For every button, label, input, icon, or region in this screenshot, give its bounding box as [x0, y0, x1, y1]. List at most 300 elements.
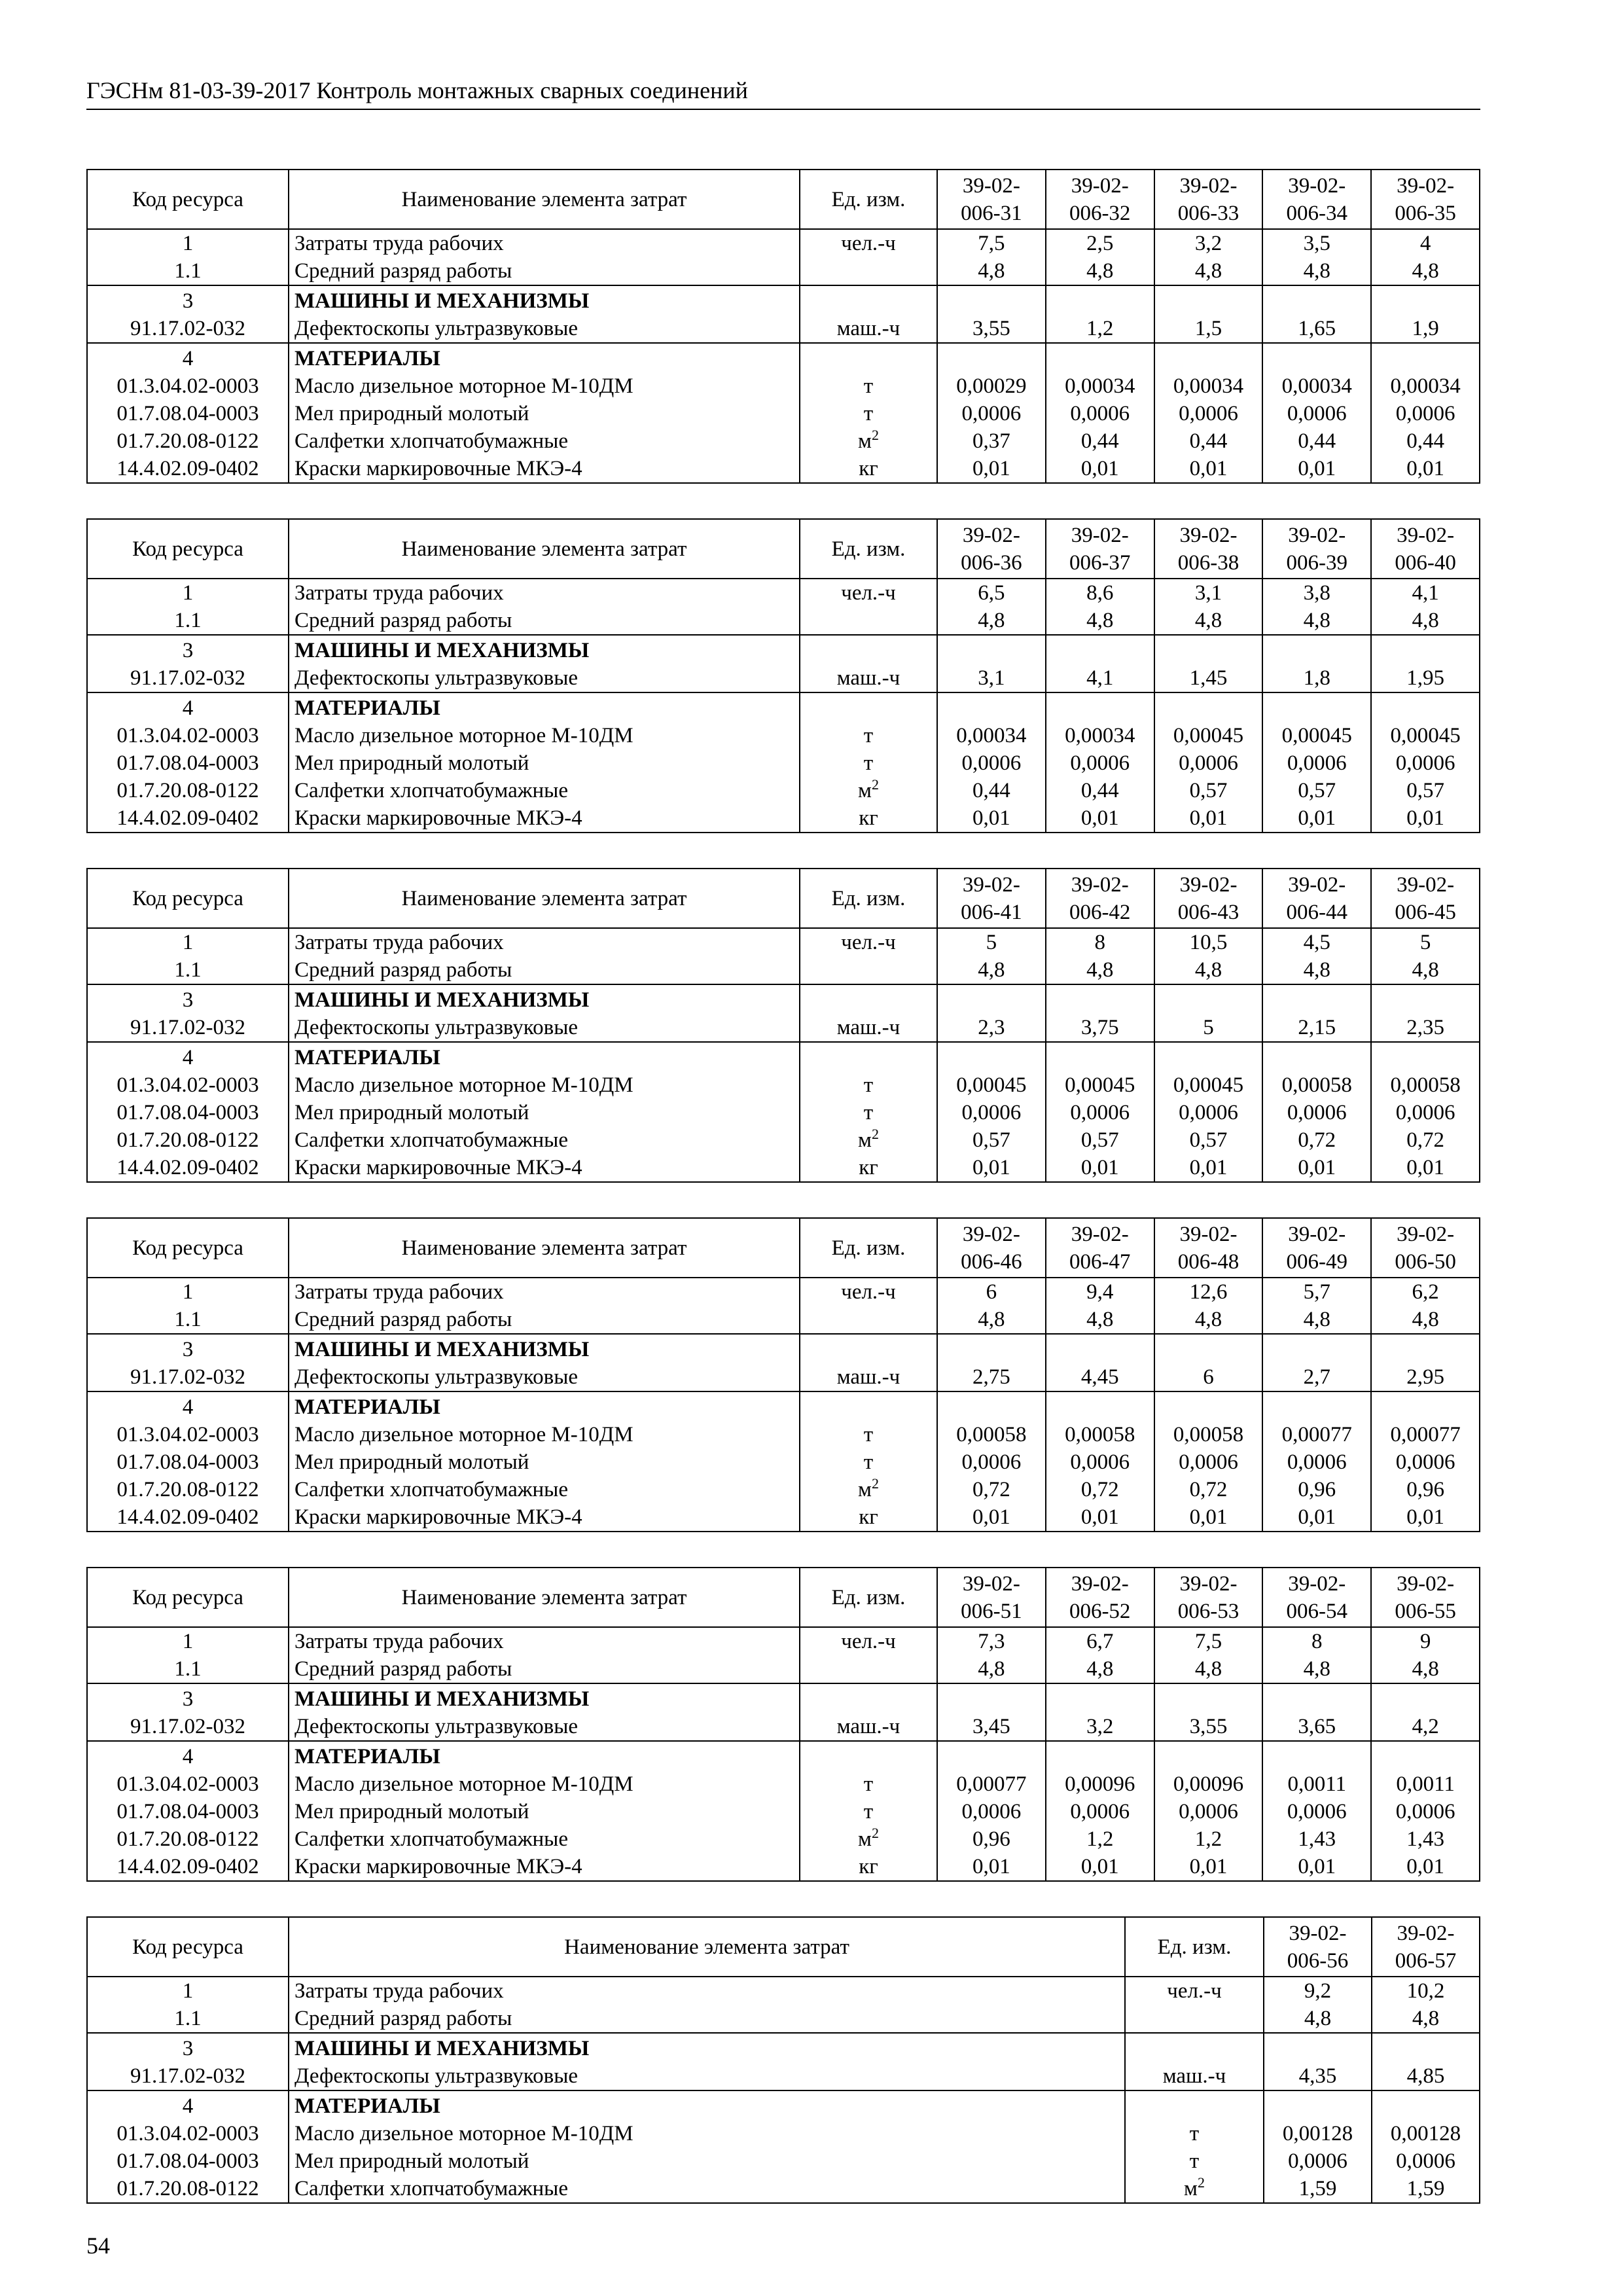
- value-cell: 0,00034: [937, 722, 1046, 749]
- resource-code: 01.7.08.04-0003: [87, 2147, 289, 2175]
- value-cell: 0,00045: [1046, 1071, 1154, 1099]
- value-cell: 1,43: [1262, 1825, 1371, 1853]
- value-cell: 4,1: [1046, 664, 1154, 692]
- value-cell: 4,45: [1046, 1363, 1154, 1391]
- resource-code: 01.7.20.08-0122: [87, 777, 289, 804]
- resource-code: 1.1: [87, 956, 289, 984]
- value-cell: 0,01: [1262, 1154, 1371, 1182]
- header-code: Код ресурса: [87, 1917, 289, 1977]
- value-cell: 0,01: [1154, 1154, 1263, 1182]
- value-cell: 4,35: [1264, 2062, 1372, 2090]
- value-cell: 0,72: [937, 1476, 1046, 1503]
- value-cell: 1,8: [1262, 664, 1371, 692]
- value-cell: 0,0006: [1046, 1099, 1154, 1126]
- norms-table-6: [86, 1916, 1480, 2204]
- resource-code: 91.17.02-032: [87, 2062, 289, 2090]
- section-title: МАТЕРИАЛЫ: [289, 692, 800, 722]
- resource-code: 1.1: [87, 1306, 289, 1334]
- value-cell: 0,0006: [1154, 1099, 1263, 1126]
- header-name: Наименование элемента затрат: [289, 1568, 800, 1627]
- section-row: [87, 1683, 1480, 1713]
- value-cell: 0,0006: [1371, 749, 1480, 777]
- section-row: [87, 285, 1480, 315]
- table-row: [87, 1798, 1480, 1825]
- resource-code: 91.17.02-032: [87, 1014, 289, 1042]
- header-norm-code: 39-02- 006-31: [937, 170, 1046, 229]
- value-cell: 2,75: [937, 1363, 1046, 1391]
- table-row: [87, 372, 1480, 400]
- resource-name: Дефектоскопы ультразвуковые: [289, 1363, 800, 1391]
- value-cell: 0,0006: [1154, 749, 1263, 777]
- header-code: Код ресурса: [87, 519, 289, 579]
- resource-name: Дефектоскопы ультразвуковые: [289, 664, 800, 692]
- resource-code: 1.1: [87, 2005, 289, 2033]
- section-row: [87, 1741, 1480, 1770]
- section-title: МАШИНЫ И МЕХАНИЗМЫ: [289, 1334, 800, 1363]
- header-norm-code: 39-02- 006-49: [1262, 1218, 1371, 1278]
- resource-unit: кг: [800, 455, 937, 483]
- value-cell: 0,01: [1262, 804, 1371, 833]
- value-cell: 4,8: [1154, 1306, 1263, 1334]
- resource-unit: чел.-ч: [800, 1627, 937, 1655]
- resource-code: 1: [87, 1627, 289, 1655]
- table-header-row: [87, 519, 1480, 579]
- section-code: 3: [87, 285, 289, 315]
- value-cell: 0,00058: [937, 1421, 1046, 1448]
- header-norm-code: 39-02- 006-46: [937, 1218, 1046, 1278]
- header-name: Наименование элемента затрат: [289, 170, 800, 229]
- value-cell: 4,8: [1046, 257, 1154, 285]
- header-norm-code: 39-02- 006-32: [1046, 170, 1154, 229]
- resource-name: Салфетки хлопчатобумажные: [289, 2175, 1125, 2203]
- value-cell: 0,00077: [937, 1770, 1046, 1798]
- header-unit: Ед. изм.: [800, 1568, 937, 1627]
- table-row: [87, 400, 1480, 427]
- value-cell: 0,0006: [1371, 1798, 1480, 1825]
- resource-name: Дефектоскопы ультразвуковые: [289, 315, 800, 343]
- table-row: [87, 2120, 1480, 2147]
- table-row: [87, 1977, 1480, 2005]
- resource-unit: $м^2$: [800, 1126, 937, 1154]
- value-cell: 0,00128: [1264, 2120, 1372, 2147]
- resource-code: 01.3.04.02-0003: [87, 2120, 289, 2147]
- value-cell: 0,44: [1154, 427, 1263, 455]
- resource-unit: т: [800, 372, 937, 400]
- resource-code: 01.7.20.08-0122: [87, 1476, 289, 1503]
- section-title: МАШИНЫ И МЕХАНИЗМЫ: [289, 984, 800, 1014]
- section-code: 4: [87, 1741, 289, 1770]
- resource-unit: т: [800, 1798, 937, 1825]
- value-cell: 4,8: [1262, 1306, 1371, 1334]
- value-cell: 1,95: [1371, 664, 1480, 692]
- value-cell: 3,55: [1154, 1713, 1263, 1741]
- value-cell: 10,2: [1372, 1977, 1480, 2005]
- header-norm-code: 39-02- 006-47: [1046, 1218, 1154, 1278]
- value-cell: 2,7: [1262, 1363, 1371, 1391]
- resource-code: 1: [87, 1977, 289, 2005]
- value-cell: 7,5: [1154, 1627, 1263, 1655]
- value-cell: 8: [1262, 1627, 1371, 1655]
- header-code: Код ресурса: [87, 869, 289, 928]
- header-code: Код ресурса: [87, 1218, 289, 1278]
- value-cell: 0,0006: [1262, 749, 1371, 777]
- section-code: 3: [87, 2033, 289, 2062]
- value-cell: 1,45: [1154, 664, 1263, 692]
- header-name: Наименование элемента затрат: [289, 519, 800, 579]
- value-cell: 6,5: [937, 579, 1046, 607]
- value-cell: 6,2: [1371, 1278, 1480, 1306]
- section-code: 3: [87, 1683, 289, 1713]
- header-norm-code: 39-02- 006-36: [937, 519, 1046, 579]
- resource-name: Средний разряд работы: [289, 2005, 1125, 2033]
- value-cell: 12,6: [1154, 1278, 1263, 1306]
- resource-name: Масло дизельное моторное М-10ДМ: [289, 722, 800, 749]
- value-cell: 3,45: [937, 1713, 1046, 1741]
- value-cell: 9,4: [1046, 1278, 1154, 1306]
- header-norm-code: 39-02- 006-56: [1264, 1917, 1372, 1977]
- resource-unit: маш.-ч: [1125, 2062, 1264, 2090]
- header-norm-code: 39-02- 006-45: [1371, 869, 1480, 928]
- resource-name: Масло дизельное моторное М-10ДМ: [289, 372, 800, 400]
- table-row: [87, 1476, 1480, 1503]
- value-cell: 4,5: [1262, 928, 1371, 956]
- resource-name: Салфетки хлопчатобумажные: [289, 427, 800, 455]
- resource-code: 14.4.02.09-0402: [87, 1853, 289, 1881]
- table-row: [87, 2062, 1480, 2090]
- table-row: [87, 2147, 1480, 2175]
- value-cell: 7,5: [937, 229, 1046, 257]
- resource-unit: т: [800, 749, 937, 777]
- table-row: [87, 1014, 1480, 1042]
- value-cell: 0,00045: [1262, 722, 1371, 749]
- header-norm-code: 39-02- 006-42: [1046, 869, 1154, 928]
- resource-name: Средний разряд работы: [289, 607, 800, 635]
- value-cell: 1,43: [1371, 1825, 1480, 1853]
- table-row: [87, 1825, 1480, 1853]
- value-cell: 0,01: [937, 1154, 1046, 1182]
- value-cell: 4,8: [937, 956, 1046, 984]
- value-cell: 0,72: [1262, 1126, 1371, 1154]
- header-norm-code: 39-02- 006-37: [1046, 519, 1154, 579]
- value-cell: 3,1: [1154, 579, 1263, 607]
- section-title: МАТЕРИАЛЫ: [289, 343, 800, 372]
- header-norm-code: 39-02- 006-57: [1372, 1917, 1480, 1977]
- value-cell: 0,0006: [1372, 2147, 1480, 2175]
- value-cell: 4,8: [1264, 2005, 1372, 2033]
- value-cell: 0,00077: [1262, 1421, 1371, 1448]
- value-cell: 0,01: [1154, 804, 1263, 833]
- resource-name: Затраты труда рабочих: [289, 579, 800, 607]
- section-title: МАШИНЫ И МЕХАНИЗМЫ: [289, 2033, 1125, 2062]
- resource-name: Затраты труда рабочих: [289, 229, 800, 257]
- resource-code: 1.1: [87, 607, 289, 635]
- resource-name: Затраты труда рабочих: [289, 1977, 1125, 2005]
- resource-unit: чел.-ч: [1125, 1977, 1264, 2005]
- value-cell: 0,72: [1371, 1126, 1480, 1154]
- value-cell: 0,01: [1046, 1503, 1154, 1532]
- value-cell: 5: [1154, 1014, 1263, 1042]
- value-cell: 0,96: [937, 1825, 1046, 1853]
- value-cell: 0,57: [1154, 777, 1263, 804]
- resource-code: 01.3.04.02-0003: [87, 722, 289, 749]
- norms-table-1: [86, 169, 1480, 484]
- resource-unit: т: [800, 1421, 937, 1448]
- table-row: [87, 229, 1480, 257]
- value-cell: 0,00128: [1372, 2120, 1480, 2147]
- resource-name: Средний разряд работы: [289, 1655, 800, 1683]
- resource-name: Мел природный молотый: [289, 2147, 1125, 2175]
- value-cell: 3,75: [1046, 1014, 1154, 1042]
- header-norm-code: 39-02- 006-40: [1371, 519, 1480, 579]
- norms-table-4: [86, 1217, 1480, 1532]
- value-cell: 0,00058: [1154, 1421, 1263, 1448]
- value-cell: 4,8: [1046, 1655, 1154, 1683]
- resource-code: 01.7.08.04-0003: [87, 1798, 289, 1825]
- value-cell: 0,00029: [937, 372, 1046, 400]
- value-cell: 4,8: [1154, 257, 1263, 285]
- value-cell: 0,01: [937, 1853, 1046, 1881]
- value-cell: 2,15: [1262, 1014, 1371, 1042]
- header-name: Наименование элемента затрат: [289, 1218, 800, 1278]
- value-cell: 0,01: [1154, 1503, 1263, 1532]
- value-cell: 5: [937, 928, 1046, 956]
- value-cell: 0,57: [1154, 1126, 1263, 1154]
- header-norm-code: 39-02- 006-39: [1262, 519, 1371, 579]
- value-cell: 0,01: [1046, 804, 1154, 833]
- resource-code: 1.1: [87, 257, 289, 285]
- header-code: Код ресурса: [87, 1568, 289, 1627]
- value-cell: 2,5: [1046, 229, 1154, 257]
- table-header-row: [87, 170, 1480, 229]
- value-cell: 2,95: [1371, 1363, 1480, 1391]
- value-cell: 4,1: [1371, 579, 1480, 607]
- resource-unit: т: [800, 1448, 937, 1476]
- value-cell: 1,2: [1154, 1825, 1263, 1853]
- resource-code: 14.4.02.09-0402: [87, 1154, 289, 1182]
- section-title: МАШИНЫ И МЕХАНИЗМЫ: [289, 285, 800, 315]
- value-cell: 5,7: [1262, 1278, 1371, 1306]
- section-row: [87, 692, 1480, 722]
- value-cell: 0,01: [1371, 804, 1480, 833]
- table-row: [87, 607, 1480, 635]
- value-cell: 4,8: [1046, 1306, 1154, 1334]
- value-cell: 4,8: [1154, 1655, 1263, 1683]
- value-cell: 2,35: [1371, 1014, 1480, 1042]
- value-cell: 4,8: [937, 257, 1046, 285]
- section-code: 4: [87, 2090, 289, 2120]
- table-row: [87, 1363, 1480, 1391]
- table-header-row: [87, 1917, 1480, 1977]
- header-unit: Ед. изм.: [800, 170, 937, 229]
- resource-name: Краски маркировочные МКЭ-4: [289, 1154, 800, 1182]
- value-cell: 0,0006: [1262, 400, 1371, 427]
- section-code: 4: [87, 343, 289, 372]
- value-cell: 5: [1371, 928, 1480, 956]
- section-row: [87, 343, 1480, 372]
- resource-code: 01.7.08.04-0003: [87, 400, 289, 427]
- value-cell: 0,0006: [1046, 749, 1154, 777]
- value-cell: 0,01: [1154, 1853, 1263, 1881]
- table-row: [87, 1099, 1480, 1126]
- resource-unit: т: [800, 722, 937, 749]
- resource-unit: маш.-ч: [800, 1713, 937, 1741]
- table-row: [87, 2005, 1480, 2033]
- resource-code: 14.4.02.09-0402: [87, 455, 289, 483]
- header-norm-code: 39-02- 006-52: [1046, 1568, 1154, 1627]
- header-norm-code: 39-02- 006-53: [1154, 1568, 1263, 1627]
- section-code: 4: [87, 692, 289, 722]
- section-title: МАТЕРИАЛЫ: [289, 2090, 1125, 2120]
- resource-unit: [800, 1655, 937, 1683]
- resource-code: 1: [87, 229, 289, 257]
- value-cell: 0,00034: [1154, 372, 1263, 400]
- resource-name: Краски маркировочные МКЭ-4: [289, 804, 800, 833]
- value-cell: 3,65: [1262, 1713, 1371, 1741]
- header-unit: Ед. изм.: [1125, 1917, 1264, 1977]
- value-cell: 0,01: [937, 455, 1046, 483]
- resource-name: Дефектоскопы ультразвуковые: [289, 2062, 1125, 2090]
- resource-unit: маш.-ч: [800, 1014, 937, 1042]
- resource-code: 01.7.08.04-0003: [87, 1099, 289, 1126]
- header-norm-code: 39-02- 006-41: [937, 869, 1046, 928]
- value-cell: 0,57: [1262, 777, 1371, 804]
- section-row: [87, 1042, 1480, 1071]
- value-cell: 0,01: [1262, 1503, 1371, 1532]
- resource-code: 1: [87, 579, 289, 607]
- value-cell: 0,00045: [1154, 722, 1263, 749]
- value-cell: 0,44: [1371, 427, 1480, 455]
- resource-unit: т: [1125, 2147, 1264, 2175]
- table-row: [87, 1503, 1480, 1532]
- header-norm-code: 39-02- 006-34: [1262, 170, 1371, 229]
- value-cell: 4,8: [1371, 607, 1480, 635]
- value-cell: 6: [937, 1278, 1046, 1306]
- section-row: [87, 2033, 1480, 2062]
- value-cell: 3,55: [937, 315, 1046, 343]
- header-norm-code: 39-02- 006-35: [1371, 170, 1480, 229]
- value-cell: 4,8: [937, 1655, 1046, 1683]
- value-cell: 0,57: [1046, 1126, 1154, 1154]
- table-row: [87, 1278, 1480, 1306]
- header-name: Наименование элемента затрат: [289, 1917, 1125, 1977]
- value-cell: 3,2: [1046, 1713, 1154, 1741]
- value-cell: 0,72: [1154, 1476, 1263, 1503]
- resource-unit: [800, 257, 937, 285]
- section-code: 3: [87, 984, 289, 1014]
- value-cell: 0,0006: [1046, 1798, 1154, 1825]
- value-cell: 3,1: [937, 664, 1046, 692]
- section-title: МАТЕРИАЛЫ: [289, 1741, 800, 1770]
- value-cell: 0,44: [937, 777, 1046, 804]
- value-cell: 0,57: [1371, 777, 1480, 804]
- table-row: [87, 1421, 1480, 1448]
- value-cell: 0,0006: [1154, 400, 1263, 427]
- section-row: [87, 1391, 1480, 1421]
- table-row: [87, 455, 1480, 483]
- section-title: МАШИНЫ И МЕХАНИЗМЫ: [289, 1683, 800, 1713]
- resource-code: 01.3.04.02-0003: [87, 1770, 289, 1798]
- value-cell: 0,0006: [1046, 1448, 1154, 1476]
- header-unit: Ед. изм.: [800, 869, 937, 928]
- resource-unit: [800, 956, 937, 984]
- value-cell: 0,0006: [1264, 2147, 1372, 2175]
- value-cell: 0,96: [1262, 1476, 1371, 1503]
- value-cell: 4,8: [1262, 257, 1371, 285]
- resource-code: 91.17.02-032: [87, 1363, 289, 1391]
- value-cell: 0,0006: [937, 400, 1046, 427]
- resource-code: 01.3.04.02-0003: [87, 372, 289, 400]
- section-code: 3: [87, 1334, 289, 1363]
- resource-code: 01.7.20.08-0122: [87, 2175, 289, 2203]
- value-cell: 1,65: [1262, 315, 1371, 343]
- table-row: [87, 1154, 1480, 1182]
- header-norm-code: 39-02- 006-44: [1262, 869, 1371, 928]
- value-cell: 0,00034: [1371, 372, 1480, 400]
- resource-name: Салфетки хлопчатобумажные: [289, 1825, 800, 1853]
- table-row: [87, 315, 1480, 343]
- value-cell: 9,2: [1264, 1977, 1372, 2005]
- value-cell: 0,01: [937, 1503, 1046, 1532]
- value-cell: 4,8: [1371, 257, 1480, 285]
- header-code: Код ресурса: [87, 170, 289, 229]
- value-cell: 0,0011: [1262, 1770, 1371, 1798]
- resource-unit: $м^2$: [800, 1476, 937, 1503]
- resource-name: Дефектоскопы ультразвуковые: [289, 1014, 800, 1042]
- value-cell: 7,3: [937, 1627, 1046, 1655]
- resource-unit: кг: [800, 1853, 937, 1881]
- header-norm-code: 39-02- 006-38: [1154, 519, 1263, 579]
- resource-unit: [800, 1306, 937, 1334]
- resource-code: 14.4.02.09-0402: [87, 1503, 289, 1532]
- value-cell: 1,9: [1371, 315, 1480, 343]
- header-norm-code: 39-02- 006-51: [937, 1568, 1046, 1627]
- section-title: МАШИНЫ И МЕХАНИЗМЫ: [289, 635, 800, 664]
- resource-name: Затраты труда рабочих: [289, 928, 800, 956]
- value-cell: 6: [1154, 1363, 1263, 1391]
- header-norm-code: 39-02- 006-54: [1262, 1568, 1371, 1627]
- value-cell: 4,8: [1046, 607, 1154, 635]
- resource-name: Краски маркировочные МКЭ-4: [289, 1503, 800, 1532]
- value-cell: 3,2: [1154, 229, 1263, 257]
- table-row: [87, 1853, 1480, 1881]
- resource-name: Салфетки хлопчатобумажные: [289, 777, 800, 804]
- resource-unit: кг: [800, 804, 937, 833]
- table-row: [87, 777, 1480, 804]
- value-cell: 0,00034: [1046, 372, 1154, 400]
- header-unit: Ед. изм.: [800, 1218, 937, 1278]
- resource-code: 1.1: [87, 1655, 289, 1683]
- resource-name: Масло дизельное моторное М-10ДМ: [289, 1770, 800, 1798]
- resource-name: Мел природный молотый: [289, 749, 800, 777]
- section-row: [87, 635, 1480, 664]
- value-cell: 4,8: [1262, 956, 1371, 984]
- value-cell: 0,96: [1371, 1476, 1480, 1503]
- value-cell: 0,00096: [1046, 1770, 1154, 1798]
- header-unit: Ед. изм.: [800, 519, 937, 579]
- header-name: Наименование элемента затрат: [289, 869, 800, 928]
- resource-name: Средний разряд работы: [289, 257, 800, 285]
- value-cell: 0,00058: [1262, 1071, 1371, 1099]
- table-row: [87, 928, 1480, 956]
- value-cell: 0,44: [1046, 777, 1154, 804]
- resource-code: 91.17.02-032: [87, 1713, 289, 1741]
- value-cell: 4,8: [1046, 956, 1154, 984]
- resource-code: 01.7.08.04-0003: [87, 749, 289, 777]
- value-cell: 0,00045: [1154, 1071, 1263, 1099]
- table-row: [87, 1448, 1480, 1476]
- value-cell: 0,01: [1046, 1853, 1154, 1881]
- resource-name: Мел природный молотый: [289, 400, 800, 427]
